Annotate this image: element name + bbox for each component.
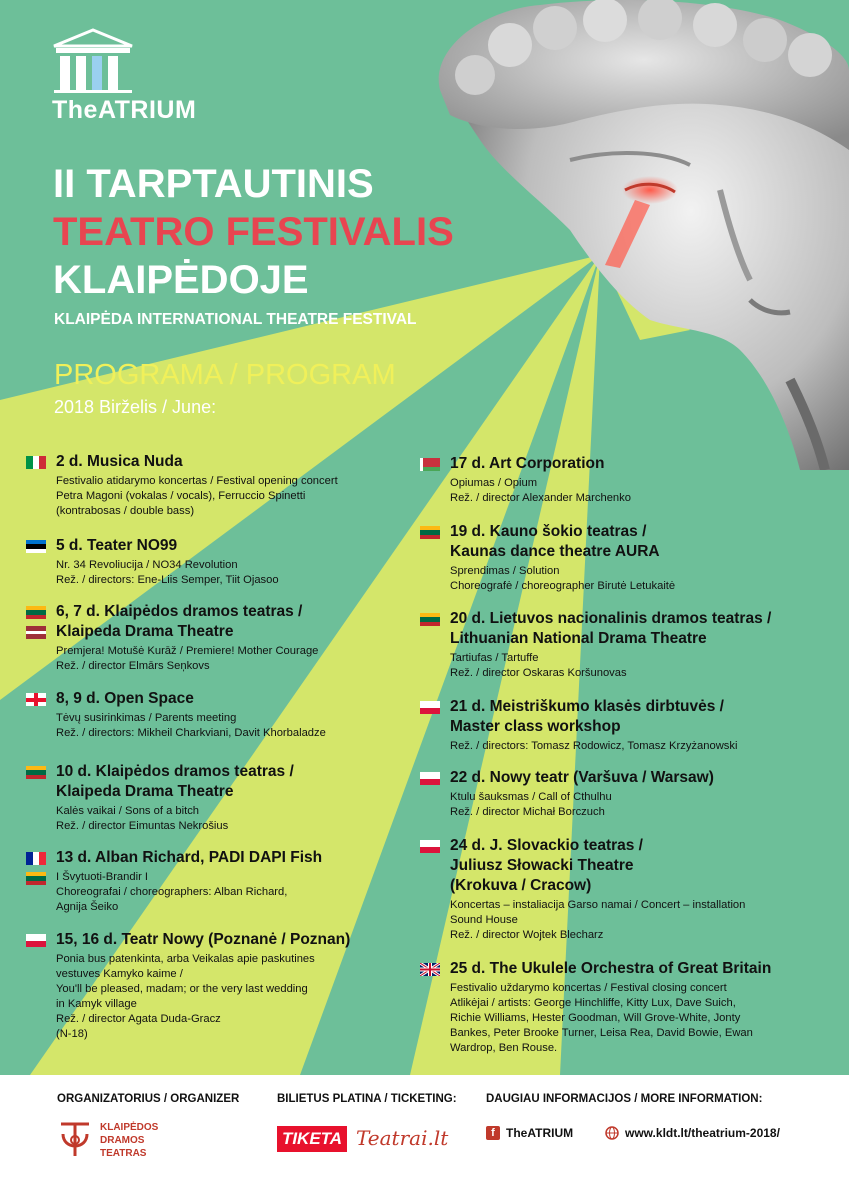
event-line: Rež. / director Wojtek Blecharz <box>450 929 604 941</box>
teatrai-link[interactable]: Teatrai.lt <box>356 1126 449 1150</box>
event-title-2: Klaipeda Drama Theatre <box>56 623 234 640</box>
event-left-6 <box>26 930 350 1042</box>
event-line: Koncertas – instaliacija Garso namai / Concert – installation <box>450 899 746 911</box>
event-line: vestuves Kamyko kaime / <box>56 968 183 980</box>
event-line: Opiumas / Opium <box>450 477 538 489</box>
event-line: I Švytuoti-Brandir I <box>56 871 149 883</box>
event-line: Rež. / director Elmārs Seņkovs <box>56 660 210 672</box>
event-line: Atlikėjai / artists: George Hinchliffe, Kitty Lux, Dave Suich, <box>450 997 736 1009</box>
facebook-icon: f <box>486 1126 500 1140</box>
event-line: (N-18) <box>56 1028 88 1040</box>
event-title: 6, 7 d. Klaipėdos dramos teatras / <box>56 603 303 620</box>
flag-pl-icon <box>420 840 440 853</box>
footer <box>0 1075 849 1200</box>
flag-fr-icon <box>26 852 46 865</box>
event-left-3 <box>26 689 326 741</box>
title-line-2: TEATRO FESTIVALIS <box>53 210 454 254</box>
event-title: 2 d. Musica Nuda <box>56 453 183 470</box>
flag-lt-icon <box>420 613 440 626</box>
event-title: 10 d. Klaipėdos dramos teatras / <box>56 763 294 780</box>
tiketa-link[interactable]: TIKETA <box>277 1126 347 1152</box>
event-title-2: Juliusz Słowacki Theatre <box>450 857 634 874</box>
organizer-name-line: TEATRAS <box>100 1148 147 1159</box>
facebook-link[interactable]: TheATRIUM <box>506 1126 574 1140</box>
statue-head-image <box>420 0 849 470</box>
event-title: 17 d. Art Corporation <box>450 455 605 472</box>
event-line: Bankes, Peter Brooke Turner, Leisa Rea, David Bowie, Ewan <box>450 1027 753 1039</box>
title-line-1: II TARPTAUTINIS <box>53 162 374 206</box>
event-line: Tartiufas / Tartuffe <box>450 652 539 664</box>
event-line: Petra Magoni (vokalas / vocals), Ferruccio Spinetti <box>56 490 306 502</box>
logo-text: TheATRIUM <box>52 96 197 124</box>
event-title: 19 d. Kauno šokio teatras / <box>450 523 647 540</box>
event-right-5 <box>420 836 745 943</box>
event-line: Sprendimas / Solution <box>450 565 560 577</box>
event-line: Ponia bus patenkinta, arba Veikalas apie paskutines <box>56 953 315 965</box>
event-line: Rež. / director Michał Borczuch <box>450 806 605 818</box>
event-line: Rež. / director Agata Duda-Gracz <box>56 1013 221 1025</box>
event-title: 20 d. Lietuvos nacionalinis dramos teatras / <box>450 610 772 627</box>
flag-lv-icon <box>26 626 46 639</box>
globe-icon <box>605 1126 619 1140</box>
flag-it-icon <box>26 456 46 469</box>
event-line: Rež. / directors: Tomasz Rodowicz, Tomasz Krzyżanowski <box>450 740 738 752</box>
event-line: Tėvų susirinkimas / Parents meeting <box>56 712 237 724</box>
event-line: Sound House <box>450 914 518 926</box>
event-right-3 <box>420 697 737 754</box>
klaipeda-drama-theatre-logo-icon <box>57 1120 93 1160</box>
event-title: 5 d. Teater NO99 <box>56 537 178 554</box>
event-title: 22 d. Nowy teatr (Varšuva / Warsaw) <box>450 769 714 786</box>
event-line: Rež. / directors: Mikheil Charkviani, Davit Khorbaladze <box>56 727 326 739</box>
flag-pl-icon <box>420 701 440 714</box>
event-title-2: Lithuanian National Drama Theatre <box>450 630 707 647</box>
flag-pl-icon <box>420 772 440 785</box>
event-line: Rež. / director Alexander Marchenko <box>450 492 631 504</box>
flag-ge-icon <box>26 693 46 706</box>
event-left-4 <box>26 762 294 834</box>
event-title: 15, 16 d. Teatr Nowy (Poznanė / Poznan) <box>56 931 351 948</box>
website-link[interactable]: www.kldt.lt/theatrium-2018/ <box>625 1126 780 1140</box>
event-left-1 <box>26 536 279 588</box>
event-line: Premjera! Motušė Kurāž / Premiere! Mother Courage <box>56 645 319 657</box>
event-line: Festivalio atidarymo koncertas / Festival opening concert <box>56 475 338 487</box>
event-title: 13 d. Alban Richard, PADI DAPI Fish <box>56 849 323 866</box>
event-line: Festivalio uždarymo koncertas / Festival closing concert <box>450 982 727 994</box>
event-right-2 <box>420 609 771 681</box>
flag-ee-icon <box>26 540 46 553</box>
event-title-2: Kaunas dance theatre AURA <box>450 543 660 560</box>
event-line: Nr. 34 Revoliucija / NO34 Revolution <box>56 559 238 571</box>
theatrium-logo <box>52 28 202 124</box>
flag-lt-icon <box>26 872 46 885</box>
event-title: 21 d. Meistriškumo klasės dirbtuvės / <box>450 698 724 715</box>
event-line: in Kamyk village <box>56 998 137 1010</box>
subtitle: KLAIPĖDA INTERNATIONAL THEATRE FESTIVAL <box>54 311 417 328</box>
event-title: 24 d. J. Slovackio teatras / <box>450 837 643 854</box>
event-left-0 <box>26 452 338 519</box>
event-title: 25 d. The Ukulele Orchestra of Great Britain <box>450 960 772 977</box>
event-left-5 <box>26 848 322 915</box>
organizer-heading: ORGANIZATORIUS / ORGANIZER <box>57 1093 240 1105</box>
event-right-1 <box>420 522 675 594</box>
event-line: Choreografai / choreographers: Alban Richard, <box>56 886 288 898</box>
title-line-3: KLAIPĖDOJE <box>53 258 309 302</box>
event-right-0 <box>420 454 631 506</box>
flag-lt-icon <box>26 766 46 779</box>
flag-pl-icon <box>26 934 46 947</box>
info-heading: DAUGIAU INFORMACIJOS / MORE INFORMATION: <box>486 1093 763 1105</box>
event-line: Ktulu šauksmas / Call of Cthulhu <box>450 791 612 803</box>
event-right-6 <box>420 959 771 1056</box>
event-line: Richie Williams, Hester Goodman, Will Grove-White, Jonty <box>450 1012 741 1024</box>
event-title-2: Klaipeda Drama Theatre <box>56 783 234 800</box>
event-line: (kontrabosas / double bass) <box>56 505 195 517</box>
flag-lt-icon <box>26 606 46 619</box>
event-left-2 <box>26 602 318 674</box>
event-line: You'll be pleased, madam; or the very last wedding <box>56 983 308 995</box>
program-heading: PROGRAMA / PROGRAM <box>54 359 396 391</box>
program-date: 2018 Birželis / June: <box>54 397 217 417</box>
event-title-2: Master class workshop <box>450 718 621 735</box>
event-right-4 <box>420 768 714 820</box>
flag-by-icon <box>420 458 440 471</box>
event-title: 8, 9 d. Open Space <box>56 690 194 707</box>
event-line: Kalės vaikai / Sons of a bitch <box>56 805 200 817</box>
event-line: Wardrop, Ben Rouse. <box>450 1042 558 1054</box>
event-line: Agnija Šeiko <box>56 901 119 913</box>
event-line: Rež. / directors: Ene-Liis Semper, Tiit Ojasoo <box>56 574 279 586</box>
event-line: Choreografė / choreographer Birutė Letukaitė <box>450 580 676 592</box>
organizer-name-line: DRAMOS <box>100 1135 145 1146</box>
flag-gb-icon <box>420 963 440 976</box>
organizer-name <box>100 1121 158 1160</box>
event-title-3: (Krokuva / Cracow) <box>450 877 592 894</box>
event-line: Rež. / director Eimuntas Nekrošius <box>56 820 229 832</box>
temple-icon <box>52 28 134 94</box>
flag-lt-icon <box>420 526 440 539</box>
organizer-name-line: KLAIPĖDOS <box>100 1122 159 1133</box>
ticketing-heading: BILIETUS PLATINA / TICKETING: <box>277 1093 457 1105</box>
event-line: Rež. / director Oskaras Koršunovas <box>450 667 627 679</box>
